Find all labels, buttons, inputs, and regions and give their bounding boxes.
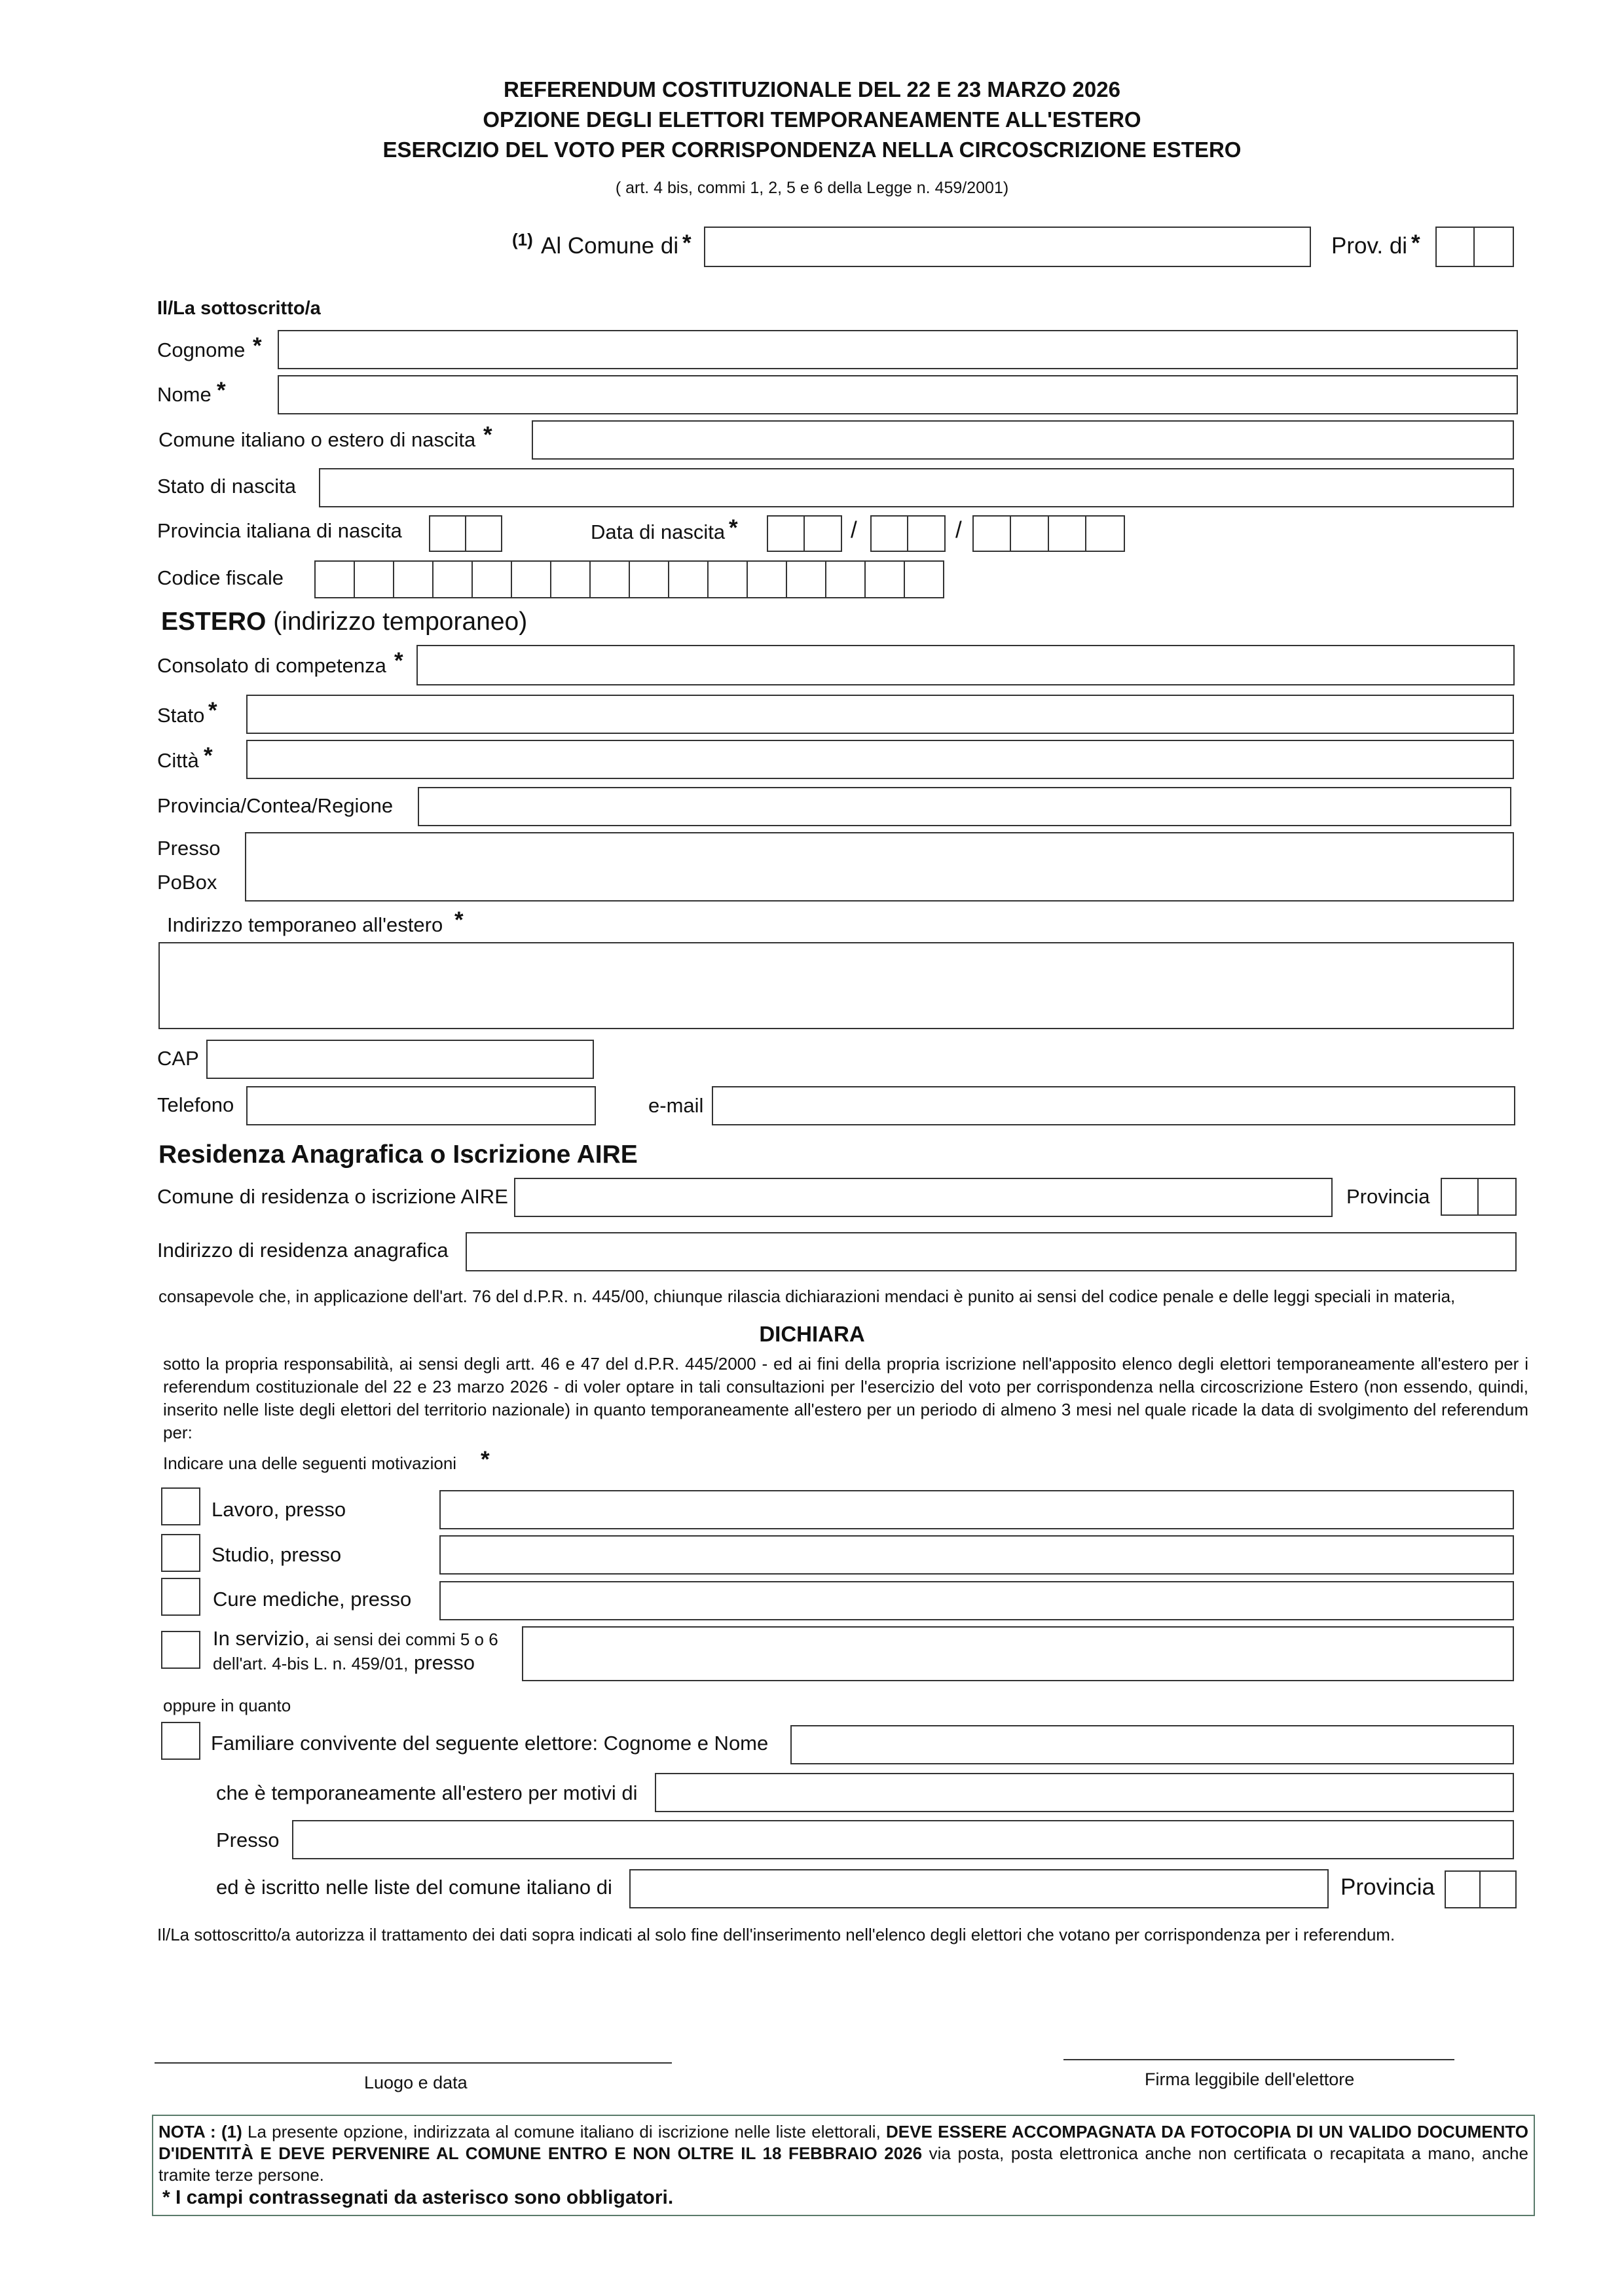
estero-title: ESTERO: [161, 608, 267, 636]
cure-checkbox[interactable]: [161, 1578, 200, 1616]
cognome-input[interactable]: [278, 330, 1518, 369]
iscritto-label: ed è iscritto nelle liste del comune italiano di: [216, 1876, 612, 1899]
required-asterisk: *: [1411, 230, 1420, 256]
lavoro-label: Lavoro, presso: [212, 1498, 346, 1521]
provincia-contea-input[interactable]: [418, 787, 1511, 826]
indirizzo-residenza-label: Indirizzo di residenza anagrafica: [157, 1239, 449, 1262]
nota-text-2: via posta, posta elettronica anche non certificata o recapitata a mano, anche tramite terze persone.: [158, 2143, 1528, 2185]
cognome-label: Cognome: [157, 338, 246, 361]
servizio-main: In servizio,: [213, 1627, 310, 1650]
lavoro-input[interactable]: [439, 1490, 1514, 1529]
nota-box: [152, 2115, 1535, 2216]
iscritto-comune-input[interactable]: [629, 1869, 1329, 1908]
provincia-nascita-label: Provincia italiana di nascita: [157, 519, 402, 542]
section-sottoscritto: Il/La sottoscritto/a: [157, 298, 321, 319]
comune-residenza-label: Comune di residenza o iscrizione AIRE: [157, 1185, 508, 1208]
nota-text-1: La presente opzione, indirizzata al comune italiano di iscrizione nelle liste elettorali,: [248, 2122, 881, 2141]
luogo-data-line: [155, 2062, 672, 2064]
firma-line: [1063, 2059, 1454, 2060]
comune-nascita-input[interactable]: [532, 420, 1514, 460]
presso-label: Presso: [157, 837, 221, 860]
firma-label: Firma leggibile dell'elettore: [1145, 2069, 1355, 2089]
consolato-label: Consolato di competenza: [157, 654, 386, 677]
servizio-detail-2: dell'art. 4-bis L. n. 459/01,: [213, 1654, 409, 1673]
studio-label: Studio, presso: [212, 1543, 342, 1566]
motivazioni-label: Indicare una delle seguenti motivazioni: [163, 1453, 457, 1473]
required-note: * I campi contrassegnati da asterisco sono obbligatori.: [162, 2187, 674, 2208]
section-estero: [161, 608, 527, 636]
email-input[interactable]: [712, 1086, 1515, 1125]
title-line-3: ESERCIZIO DEL VOTO PER CORRISPONDENZA NELLA CIRCOSCRIZIONE ESTERO: [382, 137, 1242, 162]
authorization-text: Il/La sottoscritto/a autorizza il trattamento dei dati sopra indicati al solo fine dell'inserimento nell'elenco degli elettori che votano per corrispondenza per i referendum.: [157, 1925, 1395, 1944]
nota-text: [158, 2121, 1528, 2186]
section-residenza: Residenza Anagrafica o Iscrizione AIRE: [158, 1140, 638, 1169]
presso-pobox-input[interactable]: [245, 832, 1514, 902]
servizio-checkbox[interactable]: [161, 1631, 200, 1669]
residenza-provincia-input[interactable]: [1441, 1178, 1517, 1216]
oppure-label: oppure in quanto: [163, 1696, 291, 1715]
citta-label: Città: [157, 749, 199, 772]
familiare-input[interactable]: [790, 1725, 1514, 1764]
date-separator: /: [955, 517, 962, 543]
comune-nascita-label: Comune italiano o estero di nascita: [158, 428, 476, 451]
required-asterisk: *: [204, 743, 213, 769]
required-asterisk: *: [217, 378, 226, 403]
telefono-input[interactable]: [246, 1086, 596, 1125]
studio-input[interactable]: [439, 1535, 1514, 1575]
studio-checkbox[interactable]: [161, 1534, 200, 1572]
cure-label: Cure mediche, presso: [213, 1588, 412, 1611]
birth-year-input[interactable]: [972, 515, 1126, 552]
email-label: e-mail: [648, 1094, 704, 1117]
title-line-2: OPZIONE DEGLI ELETTORI TEMPORANEAMENTE ALL'ESTERO: [483, 107, 1141, 132]
presso-familiare-input[interactable]: [292, 1820, 1514, 1859]
birth-month-input[interactable]: [870, 515, 946, 552]
nota-label: NOTA : (1): [158, 2122, 242, 2141]
servizio-detail-1: ai sensi dei commi 5 o 6: [315, 1630, 498, 1649]
presso-familiare-label: Presso: [216, 1829, 280, 1851]
comune-input[interactable]: [704, 227, 1311, 267]
title-line-1: REFERENDUM COSTITUZIONALE DEL 22 E 23 MARZO 2026: [504, 77, 1120, 101]
date-separator: /: [851, 517, 857, 543]
motivi-label: che è temporaneamente all'estero per motivi di: [216, 1781, 638, 1804]
codice-fiscale-label: Codice fiscale: [157, 566, 284, 589]
note-marker: (1): [512, 230, 533, 249]
required-asterisk: *: [253, 333, 262, 359]
stato-nascita-label: Stato di nascita: [157, 475, 296, 498]
familiare-checkbox[interactable]: [161, 1722, 200, 1760]
luogo-data-label: Luogo e data: [364, 2073, 468, 2092]
servizio-label: [213, 1627, 498, 1675]
required-asterisk: *: [483, 422, 492, 448]
familiare-label: Familiare convivente del seguente elettore: Cognome e Nome: [211, 1732, 769, 1755]
servizio-input[interactable]: [522, 1626, 1514, 1681]
consolato-input[interactable]: [416, 645, 1515, 685]
indirizzo-residenza-input[interactable]: [466, 1232, 1517, 1271]
stato-input[interactable]: [246, 695, 1514, 734]
indirizzo-temporaneo-input[interactable]: [158, 942, 1514, 1029]
cap-label: CAP: [157, 1047, 199, 1070]
required-asterisk: *: [729, 515, 738, 541]
provincia-contea-label: Provincia/Contea/Regione: [157, 794, 394, 817]
nome-input[interactable]: [278, 375, 1518, 414]
declaration-body: sotto la propria responsabilità, ai sensi degli artt. 46 e 47 del d.P.R. 445/2000 - ed ai fini della propria iscrizione nell'apposito elenco degli elettori temporaneamente all'estero per i referendum costituzionale del 22 e 23 marzo 2026 - di voler optare in tali consultazioni per l'esercizio del voto per corrispondenza nella circoscrizione Estero (non essendo, quindi, inserito nelle liste degli elettori del territorio nazionale) in quanto temporaneamente all'estero per un periodo di almeno 3 mesi nel quale ricade la data di svolgimento del referendum per:: [163, 1354, 1528, 1442]
servizio-presso: presso: [414, 1651, 475, 1674]
pobox-label: PoBox: [157, 871, 217, 894]
motivi-input[interactable]: [655, 1773, 1514, 1812]
iscritto-provincia-label: Provincia: [1340, 1874, 1435, 1900]
citta-input[interactable]: [246, 740, 1514, 779]
prov-input[interactable]: [1435, 227, 1514, 267]
stato-label: Stato: [157, 704, 205, 727]
legal-reference: ( art. 4 bis, commi 1, 2, 5 e 6 della Legge n. 459/2001): [615, 179, 1009, 197]
required-asterisk: *: [208, 698, 217, 723]
data-nascita-label: Data di nascita: [591, 520, 726, 543]
telefono-label: Telefono: [157, 1093, 234, 1116]
prov-label: Prov. di: [1331, 233, 1408, 259]
required-asterisk: *: [454, 907, 464, 933]
cap-input[interactable]: [206, 1040, 594, 1079]
residenza-provincia-label: Provincia: [1346, 1185, 1430, 1208]
estero-subtitle: (indirizzo temporaneo): [273, 608, 528, 636]
iscritto-provincia-input[interactable]: [1445, 1870, 1517, 1908]
stato-nascita-input[interactable]: [319, 468, 1514, 507]
consapevole-text: consapevole che, in applicazione dell'art. 76 del d.P.R. n. 445/00, chiunque rilascia dichiarazioni mendaci è punito ai sensi del codice penale e delle leggi speciali in materia,: [158, 1286, 1456, 1306]
nome-label: Nome: [157, 383, 212, 406]
required-asterisk: *: [394, 648, 403, 674]
birth-day-input[interactable]: [767, 515, 842, 552]
dichiara-heading: DICHIARA: [759, 1322, 865, 1346]
lavoro-checkbox[interactable]: [161, 1487, 200, 1525]
nota-text-bold: DEVE ESSERE ACCOMPAGNATA DA FOTOCOPIA DI UN VALIDO DOCUMENTO D'IDENTITÀ E DEVE PERVENIRE AL COMUNE ENTRO E NON OLTRE IL 18 FEBBRAIO 2026: [158, 2122, 1528, 2163]
cure-input[interactable]: [439, 1581, 1514, 1620]
comune-residenza-input[interactable]: [514, 1178, 1333, 1217]
indirizzo-temporaneo-label: Indirizzo temporaneo all'estero: [167, 913, 443, 936]
required-asterisk: *: [682, 230, 692, 256]
required-asterisk: *: [481, 1447, 490, 1472]
provincia-nascita-input[interactable]: [429, 515, 502, 552]
comune-label: Al Comune di: [541, 233, 679, 259]
codice-fiscale-input[interactable]: [314, 560, 950, 598]
